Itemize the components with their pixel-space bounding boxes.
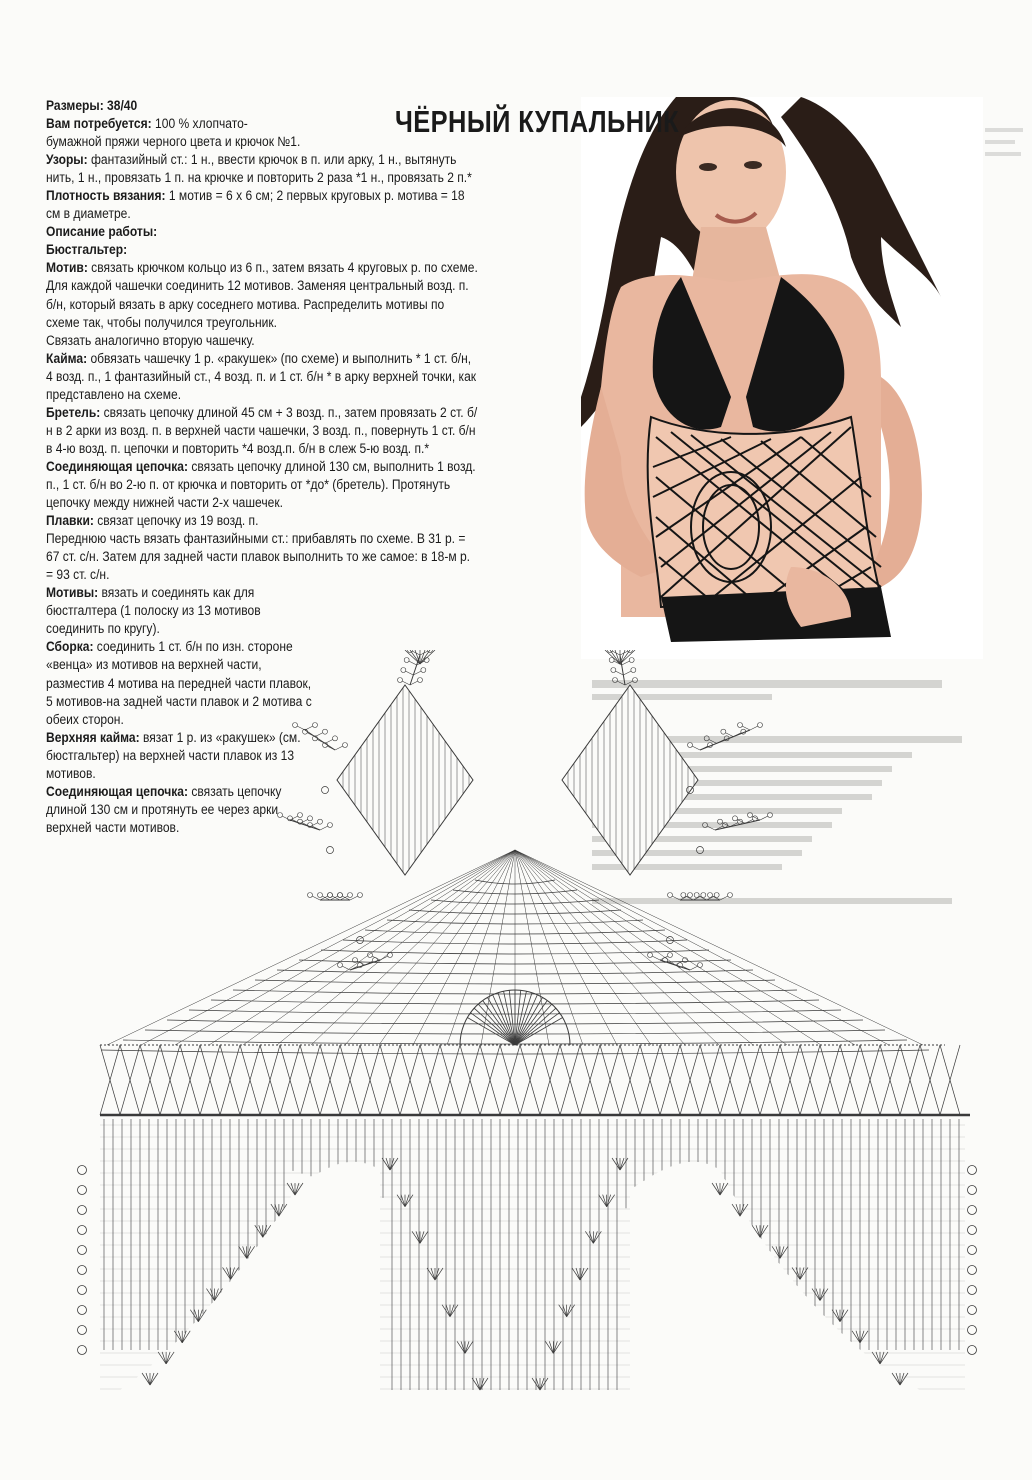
materials-line-2: бумажной пряжи черного цвета и крючок №1. <box>46 134 301 150</box>
cups-paragraph: Для каждой чашечки соединить 12 мотивов. Заменяя центральный возд. п. б/н, который вязать в арку соседнего мотива. Распределить мотивы по схеме так, чтобы получился треугольник. <box>46 278 469 330</box>
bleed-through-text <box>985 120 1025 640</box>
patterns-paragraph: Узоры: фантазийный ст.: 1 н., ввести крючок в п. или арку, 1 н., вытянуть нить, 1 н., провязать 1 п. на крючке и повторить 2 раза *1 н., провязать 2 п.* <box>46 152 472 186</box>
strap-paragraph: Бретель: связать цепочку длиной 45 см + 3 возд. п., затем провязать 2 ст. б/н в 2 арки из возд. п. в верхней части чашечки, 3 возд. п., повернуть 1 ст. б/н в 4-ю возд. п. цепочки и повторить *4 возд.п. б/н в слеж 5-ю возд. п.* <box>46 404 478 456</box>
description-heading: Описание работы: <box>46 224 158 240</box>
assembly-paragraph: Сборка: соединить 1 ст. б/н по изн. стороне «венца» из мотивов на верхней части, разместив 4 мотива на передней части плавок, 5 мотивов-на задней части плавок и 2 мотива с обеих сторон. <box>46 639 312 727</box>
materials-line: Вам потребуется: 100 % хлопчато- <box>46 116 248 132</box>
motif-paragraph: Мотив: связать крючком кольцо из 6 п., затем вязать 4 круговых р. по схеме. <box>46 260 478 276</box>
final-chain-paragraph: Соединяющая цепочка: связать цепочку длиной 130 см и протянуть ее через арки верхней части мотивов. <box>46 783 282 835</box>
sizes-line: Размеры: 38/40 <box>46 98 138 113</box>
motifs-paragraph: Мотивы: вязать и соединять как для бюстгалтера (1 полоску из 13 мотивов соединить по кругу). <box>46 585 261 637</box>
briefs-paragraph: Плавки: связат цепочку из 19 возд. п. <box>46 513 259 529</box>
bra-heading: Бюстгальтер: <box>46 242 128 258</box>
top-edging-paragraph: Верхняя кайма: вязат 1 р. из «ракушек» (см. бюстгальтер) на верхней части плавок из 13 мотивов. <box>46 729 301 781</box>
edging-paragraph: Кайма: обвязать чашечку 1 р. «ракушек» (по схеме) и выполнить * 1 ст. б/н, 4 возд. п., 1 фантазийный ст., 4 возд. п. и 1 ст. б/н * в арку верхней точки, как представлено на схеме. <box>46 350 477 402</box>
crochet-chart-symbols-icon <box>60 650 990 1410</box>
model-photo <box>581 97 983 659</box>
gauge-paragraph: Плотность вязания: 1 мотив = 6 х 6 см; 2 первых круговых р. мотива = 18 см в диаметре. <box>46 188 465 222</box>
page-title: ЧЁРНЫЙ КУПАЛЬНИК <box>395 104 680 139</box>
crochet-chart <box>60 650 990 1410</box>
second-cup-line: Связать аналогично вторую чашечку. <box>46 332 255 348</box>
connecting-chain-paragraph: Соединяющая цепочка: связать цепочку длиной 130 см, выполнить 1 возд. п., 1 ст. б/н во 2-ю п. от крючка и повторить от *до* (бретель). Протянуть цепочку между нижней части 2-х чашечек. <box>46 458 476 511</box>
front-part-paragraph: Переднюю часть вязать фантазийными ст.: прибавлять по схеме. В 31 р. = 67 ст. с/н. Затем для задней части плавок выполнить то же самое: в 18-м р. = 93 ст. с/н. <box>46 531 471 583</box>
